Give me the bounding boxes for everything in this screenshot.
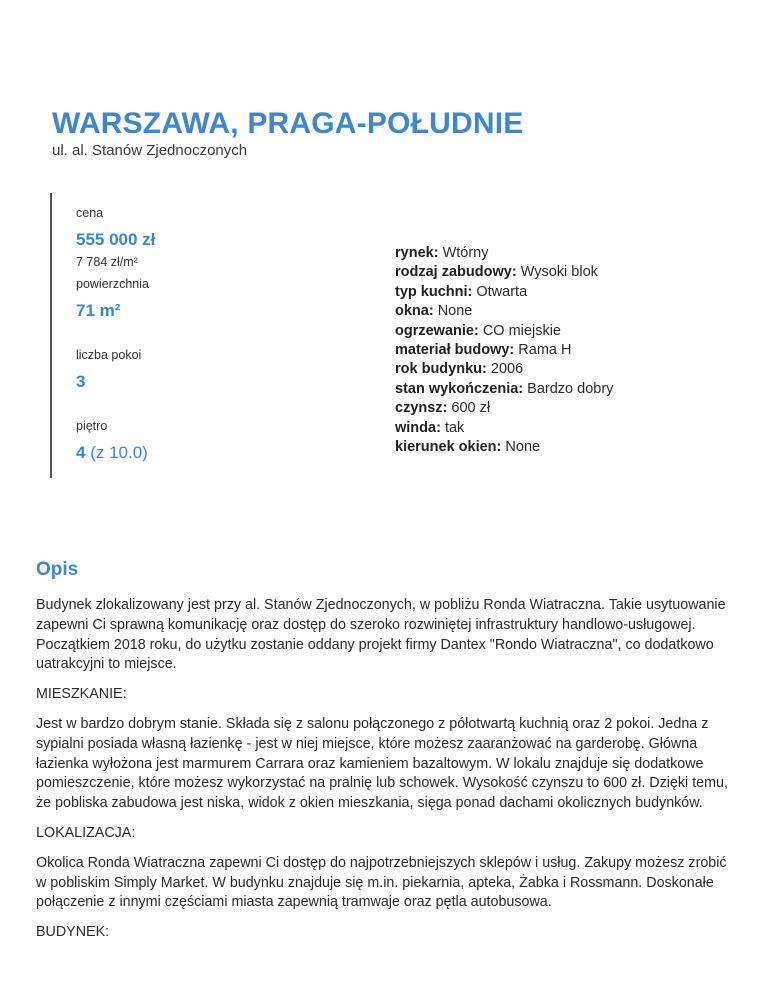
detail-value: Otwarta bbox=[476, 283, 528, 300]
floor-label: piętro bbox=[76, 419, 108, 433]
description-heading-location: LOKALIZACJA: bbox=[36, 824, 136, 841]
property-details bbox=[395, 244, 613, 457]
stats-divider bbox=[50, 193, 52, 478]
area-stat bbox=[76, 276, 149, 322]
detail-key: kierunek okien: bbox=[395, 439, 502, 456]
detail-row bbox=[395, 341, 613, 360]
detail-row bbox=[395, 360, 613, 379]
detail-row bbox=[395, 438, 613, 457]
price-label: cena bbox=[76, 206, 104, 220]
detail-key: stan wykończenia: bbox=[395, 380, 524, 397]
detail-key: winda: bbox=[395, 419, 441, 436]
floor-total: (z 10.0) bbox=[90, 443, 148, 462]
detail-value: Rama H bbox=[518, 342, 572, 359]
detail-key: ogrzewanie: bbox=[395, 322, 479, 339]
detail-key: czynsz: bbox=[395, 400, 448, 417]
detail-key: typ kuchni: bbox=[395, 283, 473, 300]
detail-value: None bbox=[437, 303, 473, 320]
detail-value: 600 zł bbox=[451, 400, 491, 417]
price-per-m2: 7 784 zł/m² bbox=[76, 255, 138, 269]
detail-value: Wysoki blok bbox=[520, 264, 598, 281]
area-label: powierzchnia bbox=[76, 277, 149, 291]
detail-row bbox=[395, 283, 613, 302]
rooms-stat bbox=[76, 347, 141, 393]
description-paragraph: Okolica Ronda Wiatraczna zapewni Ci dostęp do najpotrzebniejszych sklepów i usług. Zakupy możesz zrobić w pobliskim Simply Market. W budynku znajduje się m.in. piekarnia, apteka, Żabka i Rossmann. Doskonałe połączenie z innymi częściami miasta zapewnią tramwaje oraz pętla autobusowa. bbox=[36, 854, 727, 911]
description-section bbox=[36, 558, 736, 953]
detail-row bbox=[395, 322, 613, 341]
street-address: ul. al. Stanów Zjednoczonych bbox=[52, 142, 248, 159]
description-title: Opis bbox=[36, 559, 79, 580]
description-heading-building: BUDYNEK: bbox=[36, 924, 110, 941]
detail-value: None bbox=[505, 439, 541, 456]
detail-row bbox=[395, 244, 613, 263]
description-heading-apartment: MIESZKANIE: bbox=[36, 686, 127, 703]
detail-value: 2006 bbox=[490, 361, 524, 378]
listing-header bbox=[52, 106, 523, 160]
detail-key: rynek: bbox=[395, 245, 439, 261]
detail-row bbox=[395, 419, 613, 438]
floor-number: 4 bbox=[76, 443, 86, 462]
floor-value bbox=[76, 442, 148, 464]
detail-value: CO miejskie bbox=[482, 322, 561, 339]
area-value: 71 m² bbox=[76, 301, 121, 320]
price-value: 555 000 zł bbox=[76, 230, 156, 249]
detail-key: rok budynku: bbox=[395, 361, 487, 378]
detail-key: okna: bbox=[395, 303, 434, 320]
detail-value: Wtórny bbox=[442, 245, 489, 261]
detail-row bbox=[395, 380, 613, 399]
detail-key: materiał budowy: bbox=[395, 342, 515, 359]
description-paragraph: Jest w bardzo dobrym stanie. Składa się z salonu połączonego z półotwartą kuchnią oraz 2 pokoi. Jedna z sypialni posiada własną łazienkę - jest w niej miejsce, które możesz zaaranżować na garderobę. Główna łazienka wyłożona jest marmurem Carrara oraz kamieniem bazaltowym. W lokalu znajduje się dodatkowe pomieszczenie, które możesz wykorzystać na pralnię lub schowek. Wysokość czynszu to 600 zł. Dzięki temu, że pobliska zabudowa jest niska, widok z okien mieszkania, sięga ponad dachami okolicznych budynków. bbox=[36, 715, 728, 812]
floor-stat bbox=[76, 418, 148, 464]
description-paragraph: Budynek zlokalizowany jest przy al. Stanów Zjednoczonych, w pobliżu Ronda Wiatraczna. Takie usytuowanie zapewni Ci sprawną komunikację oraz dostęp do szeroko rozwiniętej infrastruktury handlowo-usługowej. Początkiem 2018 roku, do użytku zostanie oddany projekt firmy Dantex "Rondo Wiatraczna", co dodatkowo uatrakcyjni to miejsce. bbox=[36, 597, 726, 673]
detail-value: tak bbox=[444, 419, 465, 436]
page-title: WARSZAWA, PRAGA-POŁUDNIE bbox=[52, 107, 524, 140]
detail-key: rodzaj zabudowy: bbox=[395, 264, 517, 281]
detail-row bbox=[395, 263, 613, 282]
rooms-value: 3 bbox=[76, 372, 86, 391]
detail-value: Bardzo dobry bbox=[527, 380, 614, 397]
rooms-label: liczba pokoi bbox=[76, 348, 142, 362]
detail-row bbox=[395, 399, 613, 418]
detail-row bbox=[395, 302, 613, 321]
price-stat bbox=[76, 205, 155, 270]
